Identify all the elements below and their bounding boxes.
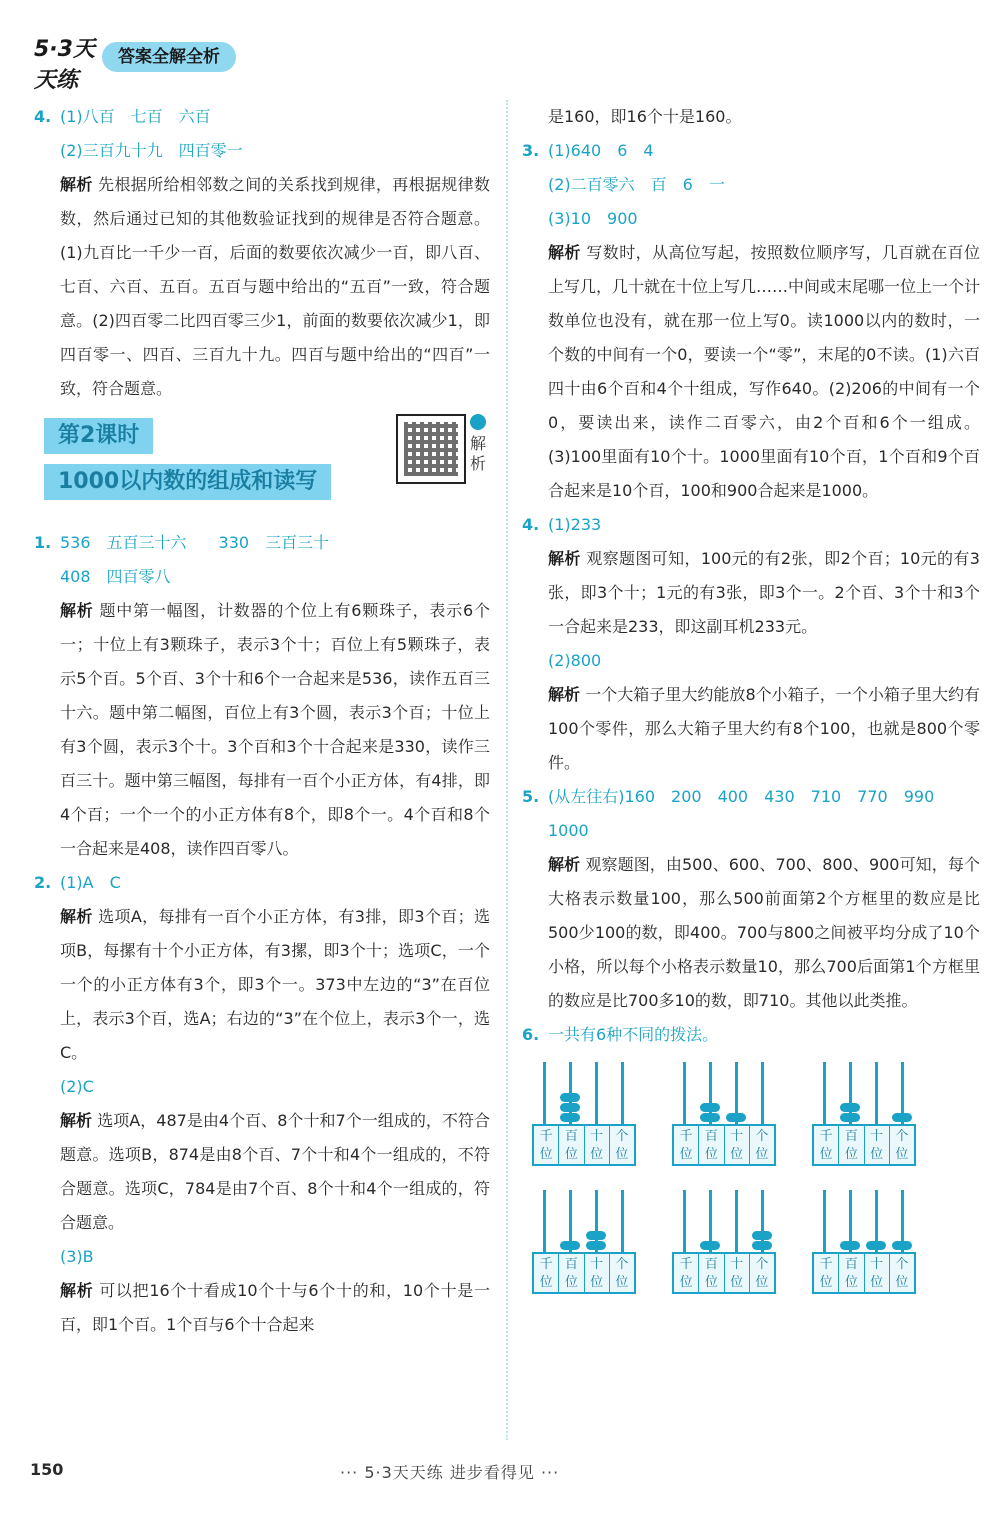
abacus-rod [683, 1190, 686, 1252]
abacus-bead [840, 1103, 860, 1112]
section-title: 答案全解全析 [102, 42, 236, 72]
abacus-base [532, 1252, 636, 1294]
abacus-rod [543, 1062, 546, 1124]
abacus-bead [560, 1103, 580, 1112]
page-number: 150 [30, 1460, 64, 1479]
abacus-bead [840, 1241, 860, 1250]
abacus-base [812, 1124, 916, 1166]
place-value-label: 百 位 [559, 1254, 584, 1292]
abacus-bead [700, 1103, 720, 1112]
question-6-answer: 6. 一共有6种不同的拨法。 [522, 1025, 719, 1044]
abacus-3 [812, 1056, 916, 1166]
column-divider [506, 100, 508, 1440]
abacus-bead [752, 1231, 772, 1240]
abacus-bead [560, 1241, 580, 1250]
abacus-bead [560, 1093, 580, 1102]
lesson-title: 1000以内数的组成和读写 [44, 464, 331, 500]
place-value-label: 千 位 [814, 1126, 839, 1164]
abacus-6 [812, 1184, 916, 1294]
abacus-bead [700, 1241, 720, 1250]
place-value-label: 十 位 [585, 1254, 610, 1292]
abacus-rod [621, 1190, 624, 1252]
question-5-explanation: 解析 观察题图，由500、600、700、800、900可知，每个大格表示数量100，那么500前面第2个方框里的数应是比500少100的数，即400。700与800之间被平均分成了10个小格，所以每个小格表示数量10，那么700后面第1个方框里的数应是比700多10的数，即710。其他以此类推。 [548, 855, 980, 1010]
continued-text: 是160，即16个十是160。 [548, 107, 742, 126]
abacus-5 [672, 1184, 776, 1294]
right-column [522, 100, 980, 1306]
place-value-label: 十 位 [865, 1126, 890, 1164]
place-value-label: 十 位 [725, 1126, 750, 1164]
abacus-rod [761, 1062, 764, 1124]
question-4-right-explanation-2: 解析 一个大箱子里大约能放8个小箱子，一个小箱子里大约有100个零件，那么大箱子里大约有8个100，也就是800个零件。 [548, 685, 980, 772]
place-value-label: 十 位 [585, 1126, 610, 1164]
question-3-answer-1: 3. (1)640 6 4 [522, 141, 654, 160]
question-3-answer-3: (3)10 900 [548, 209, 638, 228]
abacus-4 [532, 1184, 636, 1294]
question-5-answer-1: 5. (从左往右)160 200 400 430 710 770 990 [522, 787, 935, 806]
question-1-answer-2: 408 四百零八 [60, 567, 171, 586]
abacus-base [672, 1252, 776, 1294]
question-4-answer-1: 4. (1)八百 七百 六百 [34, 107, 211, 126]
place-value-label: 千 位 [674, 1126, 699, 1164]
abacus-bead [892, 1113, 912, 1122]
place-value-label: 百 位 [699, 1254, 724, 1292]
footer-slogan: ··· 5·3天天练 进步看得见 ··· [340, 1463, 560, 1482]
abacus-rod [683, 1062, 686, 1124]
place-value-label: 十 位 [865, 1254, 890, 1292]
logo-text: 5·3天天练 [34, 37, 95, 93]
question-1-explanation: 解析 题中第一幅图，计数器的个位上有6颗珠子，表示6个一；十位上有3颗珠子，表示3个十；百位上有5颗珠子，表示5个百。5个百、3个十和6个一合起来是536，读作五百三十六。题中第二幅图，百位上有3个圆，表示3个百；十位上有3个圆，表示3个十。3个百和3个十合起来是330，读作三百三十。题中第三幅图，每排有一百个小正方体，有4排，即4个百；一个一个的小正方体有8个，即8个一。4个百和8个一合起来是408，读作四百零八。 [60, 601, 490, 858]
qr-code-icon[interactable] [396, 414, 466, 484]
place-value-label: 个 位 [895, 1257, 909, 1290]
place-value-label: 千 位 [674, 1254, 699, 1292]
abacus-bead [840, 1113, 860, 1122]
abacus-rod [543, 1190, 546, 1252]
abacus-rod [875, 1062, 878, 1124]
question-2-explanation-3: 解析 可以把16个十看成10个十与6个十的和，10个十是一百，即1个百。1个百与6个十合起来 [60, 1281, 490, 1334]
place-value-label: 个 位 [755, 1129, 769, 1162]
place-value-label: 百 位 [839, 1126, 864, 1164]
abacus-bead [560, 1113, 580, 1122]
abacus-bead [752, 1241, 772, 1250]
abacus-bead [700, 1113, 720, 1122]
abacus-figures [522, 1056, 962, 1306]
abacus-1 [532, 1056, 636, 1166]
place-value-label: 个 位 [895, 1129, 909, 1162]
abacus-rod [823, 1062, 826, 1124]
place-value-label: 千 位 [534, 1126, 559, 1164]
question-4-right-answer-2: (2)800 [548, 651, 602, 670]
abacus-rod [823, 1190, 826, 1252]
question-2-answer-2: (2)C [60, 1077, 94, 1096]
place-value-label: 十 位 [725, 1254, 750, 1292]
place-value-label: 千 位 [534, 1254, 559, 1292]
abacus-base [532, 1124, 636, 1166]
question-4-right-explanation-1: 解析 观察题图可知，100元的有2张，即2个百；10元的有3张，即3个十；1元的有3张，即3个一。2个百、3个十和3个一合起来是233，即这副耳机233元。 [548, 549, 980, 636]
question-2-answer-3: (3)B [60, 1247, 94, 1266]
qr-label: 解析 [470, 434, 487, 473]
question-2-explanation-1: 解析 选项A，每排有一百个小正方体，有3排，即3个百；选项B，每摞有十个小正方体，有3摞，即3个十；选项C，一个一个的小正方体有3个，即3个一。373中左边的“3”在百位上，表示3个百，选A；右边的“3”在个位上，表示3个一，选C。 [60, 907, 490, 1062]
place-value-label: 个 位 [615, 1257, 629, 1290]
place-value-label: 千 位 [814, 1254, 839, 1292]
abacus-base [812, 1252, 916, 1294]
place-value-label: 百 位 [699, 1126, 724, 1164]
abacus-bead [866, 1241, 886, 1250]
logo [30, 30, 110, 93]
abacus-bead [892, 1241, 912, 1250]
place-value-label: 个 位 [755, 1257, 769, 1290]
left-column [34, 100, 490, 1342]
abacus-bead [586, 1241, 606, 1250]
abacus-bead [586, 1231, 606, 1240]
abacus-bead [726, 1113, 746, 1122]
abacus-2 [672, 1056, 776, 1166]
abacus-rod [621, 1062, 624, 1124]
question-2-answer-1: 2. (1)A C [34, 873, 121, 892]
place-value-label: 百 位 [559, 1126, 584, 1164]
question-3-explanation: 解析 写数时，从高位写起，按照数位顺序写，几百就在百位上写几，几十就在十位上写几……中间或末尾哪一位上一个计数单位也没有，就在那一位上写0。读1000以内的数时，一个数的中间有一个0，要读一个“零”，末尾的0不读。(1)六百四十由6个百和4个十组成，写作640。(2)206的中间有一个0，要读出来，读作二百零六，由2个百和6个一组成。(3)100里面有10个十。1000里面有10个百，1个百和9个百合起来是10个百，100和900合起来是1000。 [548, 243, 981, 500]
abacus-rod [735, 1190, 738, 1252]
lesson-heading [34, 412, 490, 522]
question-4-right-answer-1: 4. (1)233 [522, 515, 602, 534]
question-3-answer-2: (2)二百零六 百 6 一 [548, 175, 725, 194]
question-5-answer-2: 1000 [548, 821, 589, 840]
place-value-label: 个 位 [615, 1129, 629, 1162]
question-4-explanation: 解析 先根据所给相邻数之间的关系找到规律，再根据规律数数，然后通过已知的其他数验证找到的规律是否符合题意。(1)九百比一千少一百，后面的数要依次减少一百，即八百、七百、六百、五百。五百与题中给出的“五百”一致，符合题意。(2)四百零二比四百零三少1，前面的数要依次减少1，即四百零一、四百、三百九十九。四百与题中给出的“四百”一致，符合题意。 [60, 175, 490, 398]
question-4-answer-2: (2)三百九十九 四百零一 [60, 141, 243, 160]
lesson-number: 第2课时 [44, 418, 153, 454]
abacus-rod [595, 1062, 598, 1124]
question-1-answer-1: 1. 536 五百三十六 330 三百三十 [34, 533, 330, 552]
abacus-base [672, 1124, 776, 1166]
question-2-explanation-2: 解析 选项A，487是由4个百、8个十和7个一组成的，不符合题意。选项B，874是由8个百、7个十和4个一组成的，不符合题意。选项C，784是由7个百、8个十和4个一组成的，符合题意。 [60, 1111, 490, 1232]
play-icon [470, 414, 486, 430]
place-value-label: 百 位 [839, 1254, 864, 1292]
page-header [30, 30, 330, 93]
